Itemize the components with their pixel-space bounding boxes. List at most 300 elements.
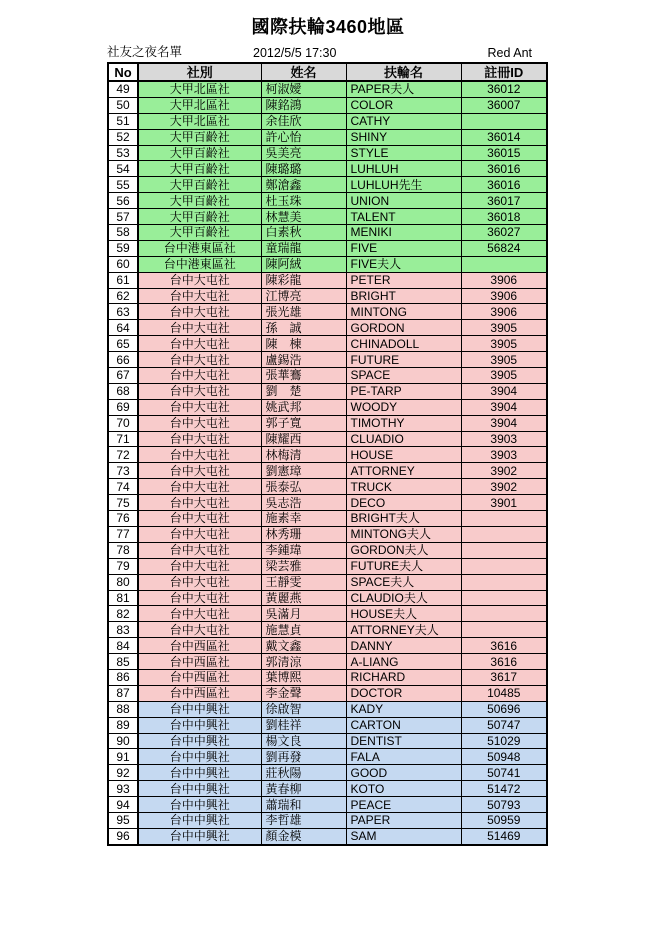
cell-rotary-name: TIMOTHY (346, 415, 461, 431)
cell-club: 台中中興社 (138, 781, 261, 797)
table-row (108, 81, 547, 97)
table-row (108, 145, 547, 161)
cell-reg-id: 50696 (461, 701, 547, 717)
cell-reg-id: 36015 (461, 145, 547, 161)
cell-club: 台中大屯社 (138, 352, 261, 368)
cell-reg-id: 3904 (461, 399, 547, 415)
cell-name: 杜玉珠 (261, 193, 346, 209)
cell-no: 56 (108, 193, 138, 209)
cell-club: 台中大屯社 (138, 558, 261, 574)
table-row (108, 399, 547, 415)
cell-no: 84 (108, 638, 138, 654)
cell-reg-id: 36017 (461, 193, 547, 209)
cell-name: 戴文鑫 (261, 638, 346, 654)
cell-rotary-name: MENIKI (346, 225, 461, 241)
cell-rotary-name: DECO (346, 495, 461, 511)
cell-name: 張泰弘 (261, 479, 346, 495)
cell-name: 鄭滄鑫 (261, 177, 346, 193)
cell-name: 郭清涼 (261, 654, 346, 670)
cell-rotary-name: KADY (346, 701, 461, 717)
cell-no: 62 (108, 288, 138, 304)
cell-club: 台中大屯社 (138, 320, 261, 336)
cell-no: 58 (108, 225, 138, 241)
column-header-rotary-name: 扶輪名 (346, 63, 461, 81)
cell-name: 陳 棟 (261, 336, 346, 352)
cell-club: 大甲百齡社 (138, 161, 261, 177)
cell-no: 77 (108, 526, 138, 542)
cell-club: 台中大屯社 (138, 542, 261, 558)
cell-rotary-name: STYLE (346, 145, 461, 161)
cell-reg-id (461, 558, 547, 574)
table-row (108, 781, 547, 797)
cell-rotary-name: ATTORNEY夫人 (346, 622, 461, 638)
cell-no: 75 (108, 495, 138, 511)
cell-reg-id: 3902 (461, 463, 547, 479)
cell-rotary-name: PEACE (346, 797, 461, 813)
cell-rotary-name: FIVE夫人 (346, 256, 461, 272)
cell-no: 91 (108, 749, 138, 765)
table-row (108, 526, 547, 542)
cell-no: 86 (108, 669, 138, 685)
cell-no: 85 (108, 654, 138, 670)
cell-name: 郭子寬 (261, 415, 346, 431)
cell-no: 83 (108, 622, 138, 638)
cell-reg-id (461, 526, 547, 542)
table-row (108, 177, 547, 193)
cell-rotary-name: CATHY (346, 113, 461, 129)
cell-rotary-name: CLUADIO (346, 431, 461, 447)
cell-name: 施素幸 (261, 511, 346, 527)
cell-name: 許心怡 (261, 129, 346, 145)
cell-reg-id: 3901 (461, 495, 547, 511)
table-row (108, 669, 547, 685)
cell-club: 台中港東區社 (138, 240, 261, 256)
cell-rotary-name: CLAUDIO夫人 (346, 590, 461, 606)
cell-no: 78 (108, 542, 138, 558)
cell-club: 台中大屯社 (138, 336, 261, 352)
table-row (108, 638, 547, 654)
cell-reg-id: 50948 (461, 749, 547, 765)
cell-no: 57 (108, 209, 138, 225)
cell-no: 88 (108, 701, 138, 717)
cell-no: 55 (108, 177, 138, 193)
cell-rotary-name: GORDON (346, 320, 461, 336)
cell-reg-id: 3906 (461, 304, 547, 320)
cell-club: 台中大屯社 (138, 479, 261, 495)
cell-no: 54 (108, 161, 138, 177)
cell-name: 陳彩龍 (261, 272, 346, 288)
cell-name: 梁芸雅 (261, 558, 346, 574)
cell-club: 大甲北區社 (138, 113, 261, 129)
cell-reg-id (461, 606, 547, 622)
cell-rotary-name: FUTURE (346, 352, 461, 368)
table-row (108, 209, 547, 225)
cell-club: 台中大屯社 (138, 272, 261, 288)
cell-reg-id: 36014 (461, 129, 547, 145)
cell-no: 49 (108, 81, 138, 97)
cell-club: 台中中興社 (138, 797, 261, 813)
cell-reg-id (461, 622, 547, 638)
cell-no: 76 (108, 511, 138, 527)
cell-rotary-name: GOOD (346, 765, 461, 781)
cell-name: 陳阿絨 (261, 256, 346, 272)
cell-no: 89 (108, 717, 138, 733)
list-name-label: 社友之夜名單 (107, 45, 183, 59)
table-row (108, 431, 547, 447)
report-info-row (107, 42, 546, 60)
cell-rotary-name: PETER (346, 272, 461, 288)
cell-name: 李哲雄 (261, 812, 346, 828)
cell-no: 51 (108, 113, 138, 129)
cell-reg-id (461, 511, 547, 527)
cell-club: 大甲百齡社 (138, 225, 261, 241)
cell-reg-id: 36012 (461, 81, 547, 97)
report-datetime: 2012/5/5 17:30 (253, 46, 337, 60)
cell-rotary-name: LUHLUH (346, 161, 461, 177)
column-header-no: No (108, 63, 138, 81)
page-title: 國際扶輪3460地區 (251, 17, 405, 37)
cell-name: 林秀珊 (261, 526, 346, 542)
cell-club: 台中西區社 (138, 669, 261, 685)
cell-club: 台中大屯社 (138, 368, 261, 384)
cell-name: 黃麗燕 (261, 590, 346, 606)
cell-no: 82 (108, 606, 138, 622)
cell-no: 53 (108, 145, 138, 161)
cell-name: 林梅清 (261, 447, 346, 463)
table-row (108, 812, 547, 828)
cell-reg-id (461, 113, 547, 129)
table-row (108, 193, 547, 209)
cell-name: 江博亮 (261, 288, 346, 304)
member-table-header (108, 63, 547, 81)
cell-reg-id: 50741 (461, 765, 547, 781)
cell-rotary-name: DANNY (346, 638, 461, 654)
cell-name: 陳耀西 (261, 431, 346, 447)
cell-rotary-name: GORDON夫人 (346, 542, 461, 558)
cell-rotary-name: TALENT (346, 209, 461, 225)
cell-club: 大甲北區社 (138, 81, 261, 97)
cell-reg-id: 56824 (461, 240, 547, 256)
cell-reg-id: 51029 (461, 733, 547, 749)
table-row (108, 225, 547, 241)
cell-rotary-name: SPACE (346, 368, 461, 384)
cell-rotary-name: BRIGHT夫人 (346, 511, 461, 527)
cell-club: 台中西區社 (138, 654, 261, 670)
table-row (108, 320, 547, 336)
cell-name: 吳滿月 (261, 606, 346, 622)
cell-reg-id: 50959 (461, 812, 547, 828)
cell-name: 林慧美 (261, 209, 346, 225)
cell-club: 台中中興社 (138, 733, 261, 749)
cell-club: 大甲北區社 (138, 97, 261, 113)
cell-rotary-name: TRUCK (346, 479, 461, 495)
cell-name: 孫 誠 (261, 320, 346, 336)
cell-name: 白素秋 (261, 225, 346, 241)
table-row (108, 113, 547, 129)
cell-name: 柯淑嬡 (261, 81, 346, 97)
table-row (108, 797, 547, 813)
cell-reg-id: 3903 (461, 431, 547, 447)
cell-name: 張光雄 (261, 304, 346, 320)
table-row (108, 606, 547, 622)
table-row (108, 129, 547, 145)
cell-reg-id: 51472 (461, 781, 547, 797)
cell-club: 台中大屯社 (138, 383, 261, 399)
cell-reg-id: 3905 (461, 336, 547, 352)
cell-rotary-name: RICHARD (346, 669, 461, 685)
table-row (108, 288, 547, 304)
table-row (108, 368, 547, 384)
cell-reg-id: 36016 (461, 161, 547, 177)
cell-club: 台中中興社 (138, 749, 261, 765)
table-row (108, 495, 547, 511)
cell-no: 63 (108, 304, 138, 320)
cell-club: 大甲百齡社 (138, 209, 261, 225)
cell-rotary-name: FALA (346, 749, 461, 765)
cell-rotary-name: LUHLUH先生 (346, 177, 461, 193)
cell-name: 張華鶱 (261, 368, 346, 384)
cell-rotary-name: HOUSE夫人 (346, 606, 461, 622)
cell-rotary-name: FUTURE夫人 (346, 558, 461, 574)
cell-reg-id: 3616 (461, 654, 547, 670)
cell-reg-id (461, 542, 547, 558)
table-row (108, 765, 547, 781)
cell-name: 顏金模 (261, 828, 346, 844)
cell-name: 施慧貞 (261, 622, 346, 638)
member-table-body (108, 81, 547, 845)
cell-rotary-name: HOUSE (346, 447, 461, 463)
cell-rotary-name: PAPER夫人 (346, 81, 461, 97)
cell-rotary-name: FIVE (346, 240, 461, 256)
table-row (108, 479, 547, 495)
table-row (108, 97, 547, 113)
cell-rotary-name: KOTO (346, 781, 461, 797)
cell-rotary-name: DOCTOR (346, 685, 461, 701)
cell-name: 黃春柳 (261, 781, 346, 797)
cell-no: 96 (108, 828, 138, 844)
table-row (108, 717, 547, 733)
cell-no: 68 (108, 383, 138, 399)
cell-rotary-name: MINTONG (346, 304, 461, 320)
cell-club: 台中中興社 (138, 701, 261, 717)
cell-name: 劉憲璋 (261, 463, 346, 479)
cell-club: 台中大屯社 (138, 447, 261, 463)
cell-reg-id: 3905 (461, 320, 547, 336)
cell-club: 台中港東區社 (138, 256, 261, 272)
cell-no: 87 (108, 685, 138, 701)
cell-no: 92 (108, 765, 138, 781)
table-row (108, 415, 547, 431)
cell-no: 95 (108, 812, 138, 828)
table-row (108, 463, 547, 479)
cell-no: 80 (108, 574, 138, 590)
cell-reg-id: 3905 (461, 368, 547, 384)
cell-club: 台中大屯社 (138, 415, 261, 431)
cell-name: 蕭瑞和 (261, 797, 346, 813)
cell-club: 台中大屯社 (138, 304, 261, 320)
cell-name: 李金聲 (261, 685, 346, 701)
cell-club: 台中大屯社 (138, 511, 261, 527)
cell-no: 60 (108, 256, 138, 272)
cell-rotary-name: BRIGHT (346, 288, 461, 304)
cell-club: 台中中興社 (138, 828, 261, 844)
cell-no: 59 (108, 240, 138, 256)
cell-reg-id (461, 574, 547, 590)
cell-no: 52 (108, 129, 138, 145)
table-row (108, 749, 547, 765)
cell-club: 台中大屯社 (138, 606, 261, 622)
cell-no: 67 (108, 368, 138, 384)
table-row (108, 240, 547, 256)
cell-rotary-name: PE-TARP (346, 383, 461, 399)
cell-name: 葉博熙 (261, 669, 346, 685)
cell-no: 81 (108, 590, 138, 606)
column-header-club: 社別 (138, 63, 261, 81)
cell-name: 吳美亮 (261, 145, 346, 161)
cell-reg-id: 3906 (461, 288, 547, 304)
cell-rotary-name: MINTONG夫人 (346, 526, 461, 542)
cell-club: 大甲百齡社 (138, 129, 261, 145)
cell-rotary-name: CHINADOLL (346, 336, 461, 352)
cell-name: 徐啟智 (261, 701, 346, 717)
table-row (108, 336, 547, 352)
cell-reg-id: 3902 (461, 479, 547, 495)
table-row (108, 590, 547, 606)
cell-rotary-name: DENTIST (346, 733, 461, 749)
cell-rotary-name: SHINY (346, 129, 461, 145)
cell-name: 童瑞龍 (261, 240, 346, 256)
table-row (108, 574, 547, 590)
cell-rotary-name: SAM (346, 828, 461, 844)
cell-no: 61 (108, 272, 138, 288)
table-row (108, 304, 547, 320)
cell-no: 65 (108, 336, 138, 352)
cell-no: 66 (108, 352, 138, 368)
cell-no: 72 (108, 447, 138, 463)
cell-club: 台中大屯社 (138, 431, 261, 447)
cell-rotary-name: SPACE夫人 (346, 574, 461, 590)
cell-name: 劉桂祥 (261, 717, 346, 733)
cell-club: 台中大屯社 (138, 526, 261, 542)
cell-rotary-name: PAPER (346, 812, 461, 828)
cell-club: 台中大屯社 (138, 495, 261, 511)
cell-no: 93 (108, 781, 138, 797)
cell-club: 台中大屯社 (138, 463, 261, 479)
cell-name: 李鍾瑋 (261, 542, 346, 558)
cell-reg-id (461, 256, 547, 272)
cell-club: 台中中興社 (138, 717, 261, 733)
column-header-reg-id: 註冊ID (461, 63, 547, 81)
cell-club: 台中大屯社 (138, 622, 261, 638)
table-row (108, 352, 547, 368)
cell-reg-id: 3906 (461, 272, 547, 288)
cell-no: 73 (108, 463, 138, 479)
header-row (108, 63, 547, 81)
cell-name: 姚武邦 (261, 399, 346, 415)
table-row (108, 654, 547, 670)
table-row (108, 383, 547, 399)
cell-club: 台中大屯社 (138, 288, 261, 304)
table-row (108, 733, 547, 749)
cell-name: 吳志浩 (261, 495, 346, 511)
cell-reg-id: 3904 (461, 415, 547, 431)
cell-no: 50 (108, 97, 138, 113)
table-row (108, 511, 547, 527)
cell-reg-id (461, 590, 547, 606)
table-row (108, 447, 547, 463)
cell-reg-id: 36027 (461, 225, 547, 241)
cell-reg-id: 3617 (461, 669, 547, 685)
cell-rotary-name: A-LIANG (346, 654, 461, 670)
cell-reg-id: 51469 (461, 828, 547, 844)
cell-no: 74 (108, 479, 138, 495)
cell-reg-id: 3904 (461, 383, 547, 399)
cell-club: 台中西區社 (138, 685, 261, 701)
cell-name: 余佳欣 (261, 113, 346, 129)
cell-name: 楊文良 (261, 733, 346, 749)
cell-reg-id: 36007 (461, 97, 547, 113)
cell-reg-id: 50747 (461, 717, 547, 733)
cell-club: 台中大屯社 (138, 590, 261, 606)
column-header-name: 姓名 (261, 63, 346, 81)
cell-rotary-name: WOODY (346, 399, 461, 415)
cell-name: 陳璐璐 (261, 161, 346, 177)
cell-club: 大甲百齡社 (138, 177, 261, 193)
table-row (108, 558, 547, 574)
table-row (108, 701, 547, 717)
table-row (108, 161, 547, 177)
cell-reg-id: 3903 (461, 447, 547, 463)
cell-rotary-name: UNION (346, 193, 461, 209)
table-row (108, 272, 547, 288)
cell-no: 69 (108, 399, 138, 415)
cell-no: 94 (108, 797, 138, 813)
cell-reg-id: 3905 (461, 352, 547, 368)
cell-club: 台中大屯社 (138, 574, 261, 590)
cell-rotary-name: ATTORNEY (346, 463, 461, 479)
cell-reg-id: 10485 (461, 685, 547, 701)
cell-reg-id: 36018 (461, 209, 547, 225)
cell-name: 盧錫浩 (261, 352, 346, 368)
cell-club: 台中中興社 (138, 765, 261, 781)
cell-no: 90 (108, 733, 138, 749)
cell-name: 劉再發 (261, 749, 346, 765)
cell-reg-id: 3616 (461, 638, 547, 654)
table-row (108, 542, 547, 558)
report-author: Red Ant (487, 46, 532, 60)
cell-club: 台中西區社 (138, 638, 261, 654)
member-table (107, 62, 548, 846)
table-row (108, 828, 547, 844)
cell-no: 71 (108, 431, 138, 447)
cell-name: 莊秋陽 (261, 765, 346, 781)
cell-reg-id: 50793 (461, 797, 547, 813)
cell-club: 台中中興社 (138, 812, 261, 828)
cell-no: 70 (108, 415, 138, 431)
cell-name: 王靜雯 (261, 574, 346, 590)
cell-rotary-name: COLOR (346, 97, 461, 113)
cell-reg-id: 36016 (461, 177, 547, 193)
cell-club: 大甲百齡社 (138, 193, 261, 209)
table-row (108, 256, 547, 272)
cell-rotary-name: CARTON (346, 717, 461, 733)
cell-name: 劉 楚 (261, 383, 346, 399)
cell-club: 台中大屯社 (138, 399, 261, 415)
cell-name: 陳銘鴻 (261, 97, 346, 113)
cell-no: 64 (108, 320, 138, 336)
table-row (108, 622, 547, 638)
table-row (108, 685, 547, 701)
